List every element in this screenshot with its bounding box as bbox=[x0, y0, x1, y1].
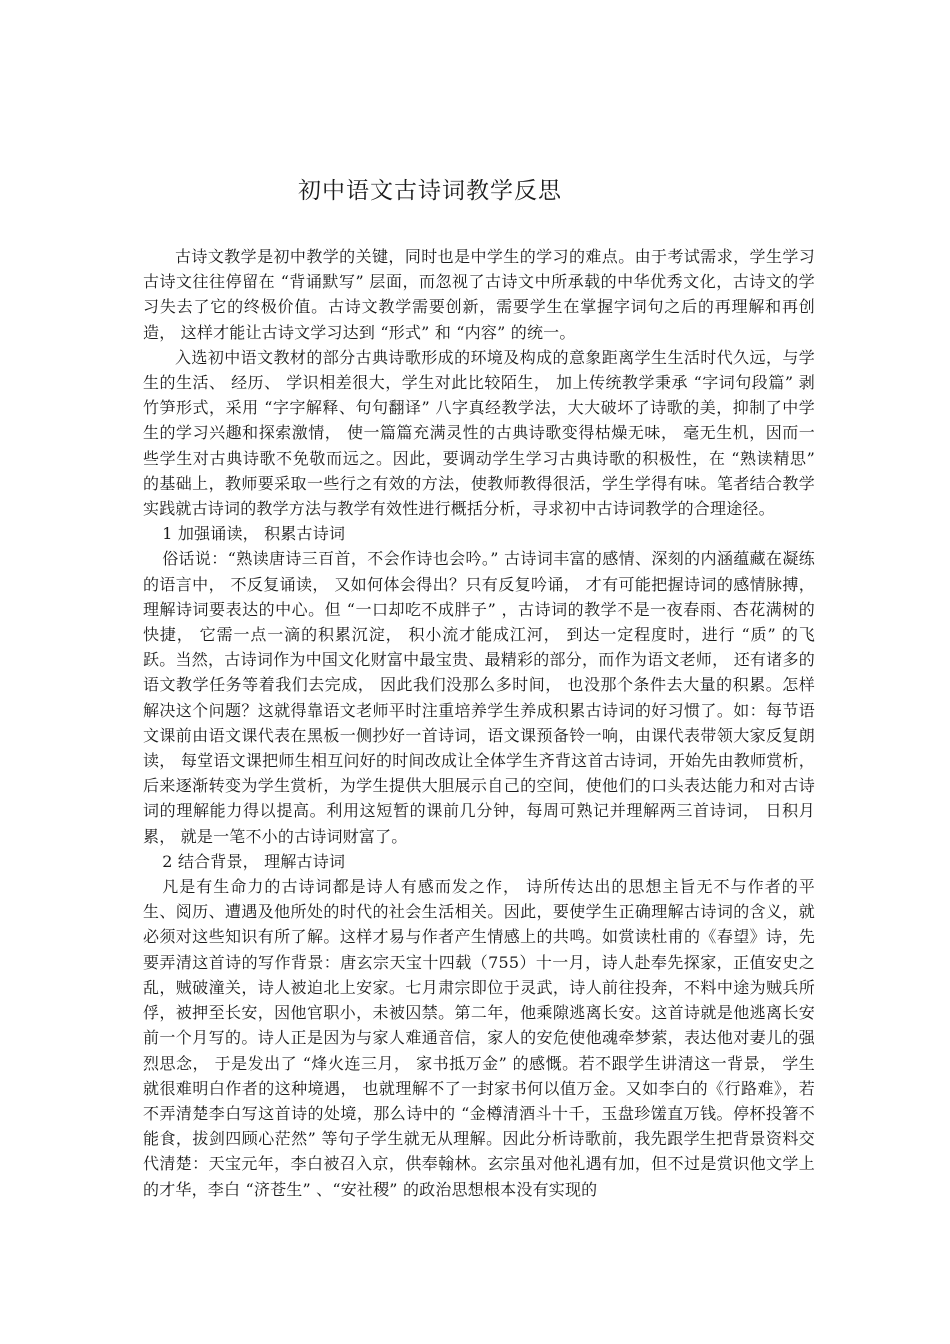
section-1-paragraph: 俗话说：“熟读唐诗三百首，不会作诗也会吟。” 古诗词丰富的感情、深刻的内涵蕴藏在凝练的语言中， 不反复诵读， 又如何体会得出？只有反复吟诵， 才有可能把握诗词的感情脉搏，理解诗词要表达的中心。但 “一口却吃不成胖子” ，古诗词的教学不是一夜春雨、杏花满树的快捷， 它需一点一滴的积累沉淀， 积小流才能成江河， 到达一定程度时，进行 “质” 的飞跃。当然，古诗词作为中国文化财富中最宝贵、最精彩的部分，而作为语文老师， 还有诸多的语文教学任务等着我们去完成， 因此我们没那么多时间， 也没那个条件去大量的积累。怎样解决这个问题？这就得靠语文老师平时注重培养学生养成积累古诗词的好习惯了。如：每节语文课前由语文课代表在黑板一侧抄好一首诗词，语文课预备铃一响，由课代表带领大家反复朗读， 每堂语文课把师生相互问好的时间改成让全体学生齐背这首古诗词，开始先由教师赏析，后来逐渐转变为学生赏析，为学生提供大胆展示自己的空间，使他们的口头表达能力和对古诗词的理解能力得以提高。利用这短暂的课前几分钟，每周可熟记并理解两三首诗词， 日积月累， 就是一笔不小的古诗词财富了。 bbox=[143, 549, 815, 846]
intro-paragraph: 古诗文教学是初中教学的关键，同时也是中学生的学习的难点。由于考试需求，学生学习古诗文往往停留在 “背诵默写” 层面，而忽视了古诗文中所承载的中华优秀文化，古诗文的学习失去了它的终极价值。古诗文教学需要创新，需要学生在掌握字词句之后的再理解和再创造， 这样才能让古诗文学习达到 “形式” 和 “内容” 的统一。 bbox=[143, 247, 815, 342]
document-body bbox=[143, 244, 815, 1202]
section-heading-1: 1 加强诵读， 积累古诗词 bbox=[162, 524, 346, 544]
document-title: 初中语文古诗词教学反思 bbox=[298, 178, 562, 204]
context-paragraph: 入选初中语文教材的部分古典诗歌形成的环境及构成的意象距离学生生活时代久远，与学生的生活、 经历、 学识相差很大，学生对此比较陌生， 加上传统教学秉承 “字词句段篇” 剥竹笋形式，采用 “字字解释、句句翻译” 八字真经教学法，大大破坏了诗歌的美，抑制了中学生的学习兴趣和探索激情， 使一篇篇充满灵性的古典诗歌变得枯燥无味， 毫无生机，因而一些学生对古典诗歌不免敬而远之。因此，要调动学生学习古典诗歌的积极性，在 “熟读精思” 的基础上，教师要采取一些行之有效的方法，使教师教得很活，学生学得有味。笔者结合教学实践就古诗词的教学方法与教学有效性进行概括分析，寻求初中古诗词教学的合理途径。 bbox=[143, 347, 815, 519]
section-heading-2: 2 结合背景， 理解古诗词 bbox=[162, 851, 346, 871]
section-2-paragraph: 凡是有生命力的古诗词都是诗人有感而发之作， 诗所传达出的思想主旨无不与作者的平生、阅历、遭遇及他所处的时代的社会生活相关。因此，要使学生正确理解古诗词的含义，就必须对这些知识有所了解。这样才易与作者产生情感上的共鸣。如赏读杜甫的《春望》诗，先要弄清这首诗的写作背景：唐玄宗天宝十四载（755）十一月，诗人赴奉先探家，正值安史之乱，贼破潼关，诗人被迫北上安家。七月肃宗即位于灵武，诗人前往投奔，不料中途为贼兵所俘，被押至长安，因他官职小，未被囚禁。第二年，他乘隙逃离长安。这首诗就是他逃离长安前一个月写的。诗人正是因为与家人难通音信，家人的安危使他魂牵梦萦，表达他对妻儿的强烈思念， 于是发出了 “烽火连三月， 家书抵万金” 的感慨。若不跟学生讲清这一背景， 学生就很难明白作者的这种境遇， 也就理解不了一封家书何以值万金。又如李白的《行路难》，若不弄清楚李白写这首诗的处境，那么诗中的 “金樽清酒斗十千，玉盘珍馐直万钱。停杯投箸不能食，拔剑四顾心茫然” 等句子学生就无从理解。因此分析诗歌前，我先跟学生把背景资料交代清楚：天宝元年，李白被召入京，供奉翰林。玄宗虽对他礼遇有加，但不过是赏识他文学上的才华，李白 “济苍生” 、“安社稷” 的政治思想根本没有实现的 bbox=[143, 877, 815, 1199]
